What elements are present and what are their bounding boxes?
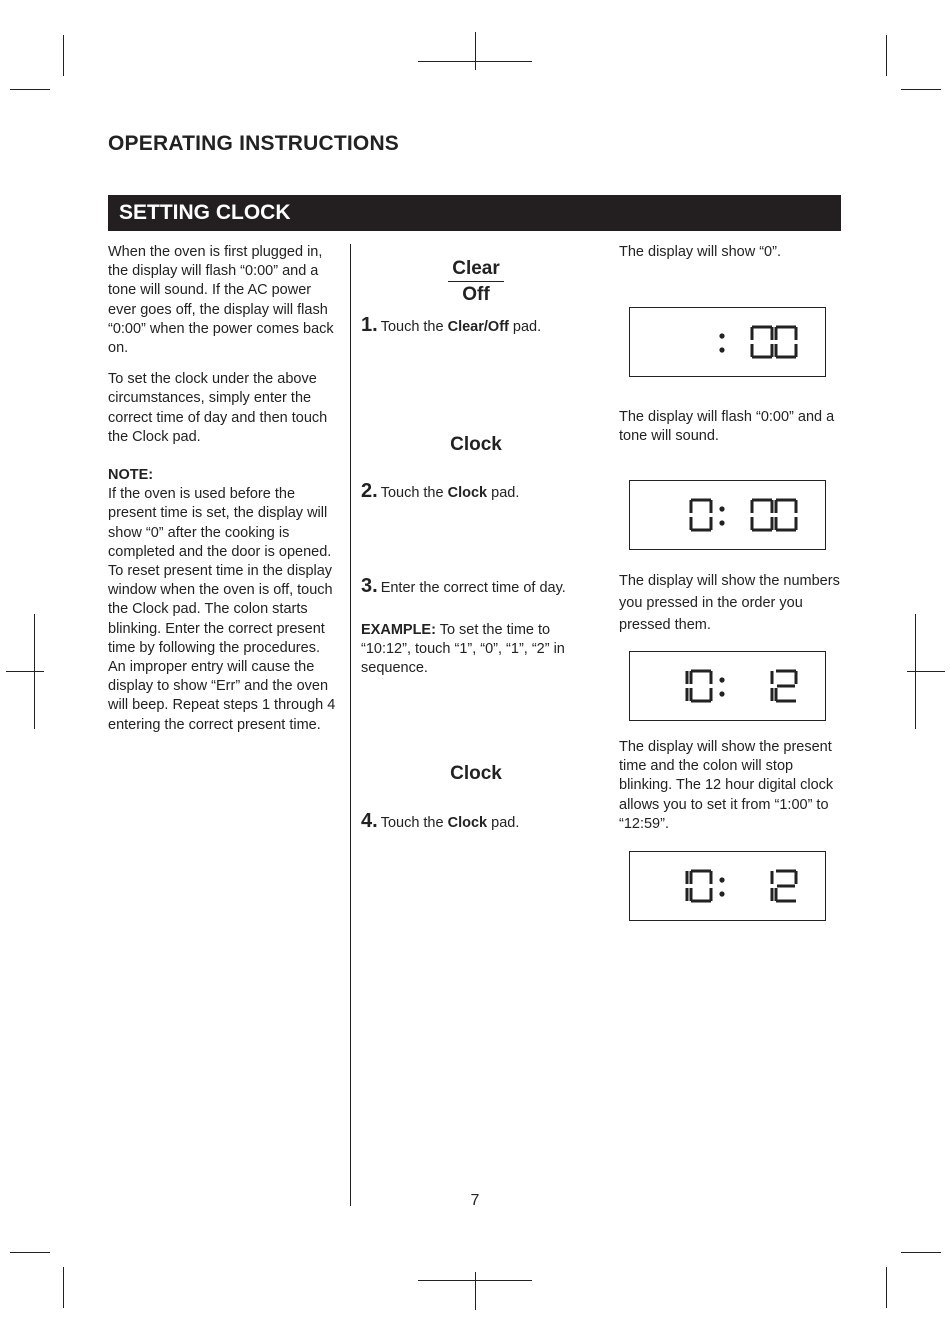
note-title: NOTE: [108, 467, 154, 484]
lcd-display [629, 307, 826, 377]
lcd-colon-dot [719, 877, 724, 882]
note [108, 466, 340, 735]
crop-mark [475, 1272, 476, 1310]
step-pad-name: Clock [447, 485, 488, 501]
display-description: The display will show “0”. [619, 244, 781, 260]
note-text: If the oven is used before the present time is set, the display will show “0” after the cooking is completed and the door is opened. To reset present time in the display window when the oven is off, touch the Clock pad. The colon starts blinking. Enter the correct present time by following the procedures. An improper entry will cause the display to show “Err” and the oven will beep. Repeat steps 1 through 4 entering the correct present time. [108, 486, 336, 733]
step-text: pad. [487, 485, 520, 501]
lcd-colon-dot [719, 347, 724, 352]
crop-mark [886, 1267, 887, 1308]
step-number: 4. [361, 810, 378, 832]
crop-mark [886, 35, 887, 76]
lcd-readout [630, 852, 825, 920]
lcd-display [629, 851, 826, 921]
crop-mark [901, 89, 941, 90]
example-text: To set the time to “10:12”, touch “1”, “0”, “1”, “2” in sequence. [361, 622, 565, 677]
step-number: 3. [361, 575, 378, 597]
step-text: pad. [508, 319, 542, 335]
step-number: 2. [361, 480, 378, 502]
step-text: Touch the [380, 815, 448, 831]
step-4 [361, 810, 519, 833]
example [361, 621, 586, 679]
display-description: The display will flash “0:00” and a tone will sound. [619, 409, 835, 445]
lcd-colon-dot [719, 891, 724, 896]
intro-column [108, 243, 340, 747]
clear-off-pad [416, 256, 536, 307]
crop-mark [10, 89, 50, 90]
step-text: Touch the [380, 485, 448, 501]
intro-paragraph: When the oven is first plugged in, the display will flash “0:00” and a tone will sound. If the AC power ever goes off, the display will flash “0:00” when the power comes back on. [108, 244, 334, 357]
lcd-colon-dot [719, 677, 724, 682]
lcd-colon-dot [719, 691, 724, 696]
crop-mark [10, 1252, 50, 1253]
clock-pad: Clock [450, 434, 502, 455]
crop-mark [418, 1280, 532, 1281]
display-description: The display will show the numbers you pressed in the order you pressed them. [619, 573, 840, 633]
page-number: 7 [470, 1192, 480, 1209]
step-1 [361, 314, 541, 337]
column-divider [350, 244, 351, 1206]
crop-mark [475, 32, 476, 70]
lcd-readout [630, 652, 825, 720]
step-text: Touch the [380, 319, 448, 335]
lcd-display [629, 480, 826, 550]
lcd-colon-dot [719, 333, 724, 338]
intro-paragraph: To set the clock under the above circumstances, simply enter the correct time of day and then touch the Clock pad. [108, 371, 328, 445]
lcd-readout [630, 481, 825, 549]
step-text: Enter the correct time of day. [380, 580, 566, 596]
step-pad-name: Clock [447, 815, 488, 831]
step-pad-name: Clear/Off [447, 319, 509, 335]
section-banner [108, 195, 841, 231]
crop-mark [901, 1252, 941, 1253]
lcd-display [629, 651, 826, 721]
crop-mark [418, 61, 532, 62]
page-title: OPERATING INSTRUCTIONS [108, 132, 400, 155]
lcd-colon-dot [719, 520, 724, 525]
section-title: SETTING CLOCK [119, 201, 291, 224]
step-2 [361, 480, 519, 503]
display-description: The display will show the present time and the colon will stop blinking. The 12 hour digital clock allows you to set it from “1:00” to “12:59”. [619, 739, 834, 832]
example-label: EXAMPLE: [361, 622, 436, 638]
crop-mark [6, 671, 44, 672]
lcd-readout [630, 308, 825, 376]
step-text: pad. [487, 815, 520, 831]
off-label: Off [462, 284, 490, 305]
crop-mark [907, 671, 945, 672]
crop-mark [63, 1267, 64, 1308]
clear-label: Clear [448, 256, 504, 282]
step-number: 1. [361, 314, 378, 336]
crop-mark [63, 35, 64, 76]
clock-pad: Clock [450, 763, 502, 784]
step-3 [361, 575, 566, 598]
lcd-colon-dot [719, 506, 724, 511]
